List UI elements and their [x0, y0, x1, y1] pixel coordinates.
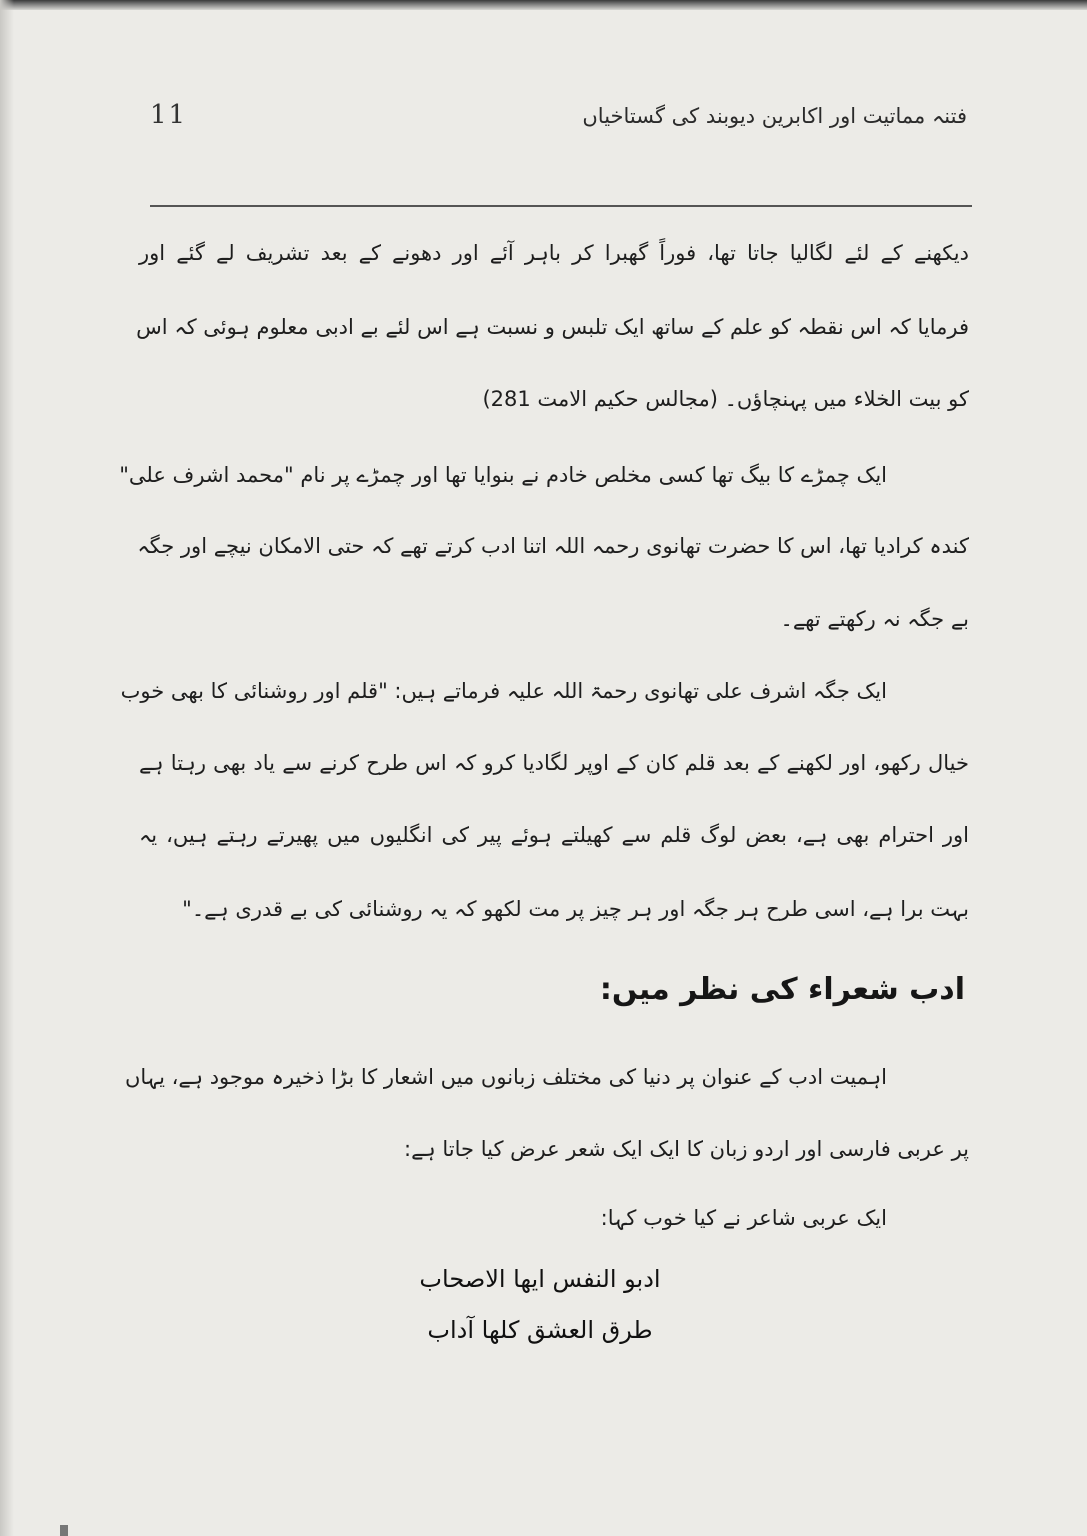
paragraph-4-line-1: اہمیت ادب کے عنوان پر دنیا کی مختلف زبانوں میں اشعار کا بڑا ذخیرہ موجود ہے، یہاں	[125, 1065, 887, 1089]
running-header-title: فتنہ مماتیت اور اکابرین دیوبند کی گستاخیاں	[582, 104, 967, 128]
paragraph-1-line-2: فرمایا کہ اس نقطہ کو علم کے ساتھ ایک تلبس و نسبت ہے اس لئے بے ادبی معلوم ہوئی کہ اس	[136, 315, 969, 339]
scan-left-shadow	[0, 0, 14, 1536]
paragraph-1-line-3: کو بیت الخلاء میں پہنچاؤں۔ (مجالس حکیم الامت 281)	[482, 387, 969, 411]
header-rule	[150, 205, 972, 207]
scan-top-edge	[0, 0, 1087, 10]
paragraph-4-line-2: پر عربی فارسی اور اردو زبان کا ایک ایک شعر عرض کیا جاتا ہے:	[404, 1137, 969, 1161]
paragraph-3-line-2: خیال رکھو، اور لکھنے کے بعد قلم کان کے اوپر لگادیا کرو کہ اس طرح کرنے سے یاد بھی رہتا ہے	[139, 751, 969, 775]
paragraph-3-line-4: بہت برا ہے، اسی طرح ہر جگہ اور ہر چیز پر مت لکھو کہ یہ روشنائی کی بے قدری ہے۔"	[182, 897, 969, 921]
page-number: 11	[150, 100, 188, 130]
section-heading: ادب شعراء کی نظر میں:	[599, 972, 965, 1007]
scan-bottom-mark	[60, 1525, 68, 1536]
verse-line-1: ادبو النفس ایھا الاصحاب	[419, 1265, 661, 1293]
paragraph-2-line-2: کندہ کرادیا تھا، اس کا حضرت تھانوی رحمہ اللہ اتنا ادب کرتے تھے کہ حتی الامکان نیچے اور جگہ	[137, 534, 969, 558]
paragraph-2-line-3: بے جگہ نہ رکھتے تھے۔	[780, 607, 969, 631]
paragraph-2-line-1: ایک چمڑے کا بیگ تھا کسی مخلص خادم نے بنوایا تھا اور چمڑے پر نام "محمد اشرف علی"	[119, 463, 887, 487]
verse-line-2: طرق العشق کلھا آداب	[427, 1316, 653, 1344]
paragraph-1-line-1: دیکھنے کے لئے لگالیا جاتا تھا، فوراً گھبرا کر باہر آئے اور دھونے کے بعد تشریف لے گئے اور	[139, 241, 969, 265]
paragraph-3-line-3: اور احترام بھی ہے، بعض لوگ قلم سے کھیلتے ہوئے پیر کی انگلیوں میں پھیرتے رہتے ہیں، یہ	[139, 823, 969, 847]
paragraph-3-line-1: ایک جگہ اشرف علی تھانوی رحمۃ اللہ علیہ فرماتے ہیں: "قلم اور روشنائی کا بھی خوب	[120, 679, 887, 703]
poem-intro-line: ایک عربی شاعر نے کیا خوب کہا:	[600, 1206, 887, 1230]
